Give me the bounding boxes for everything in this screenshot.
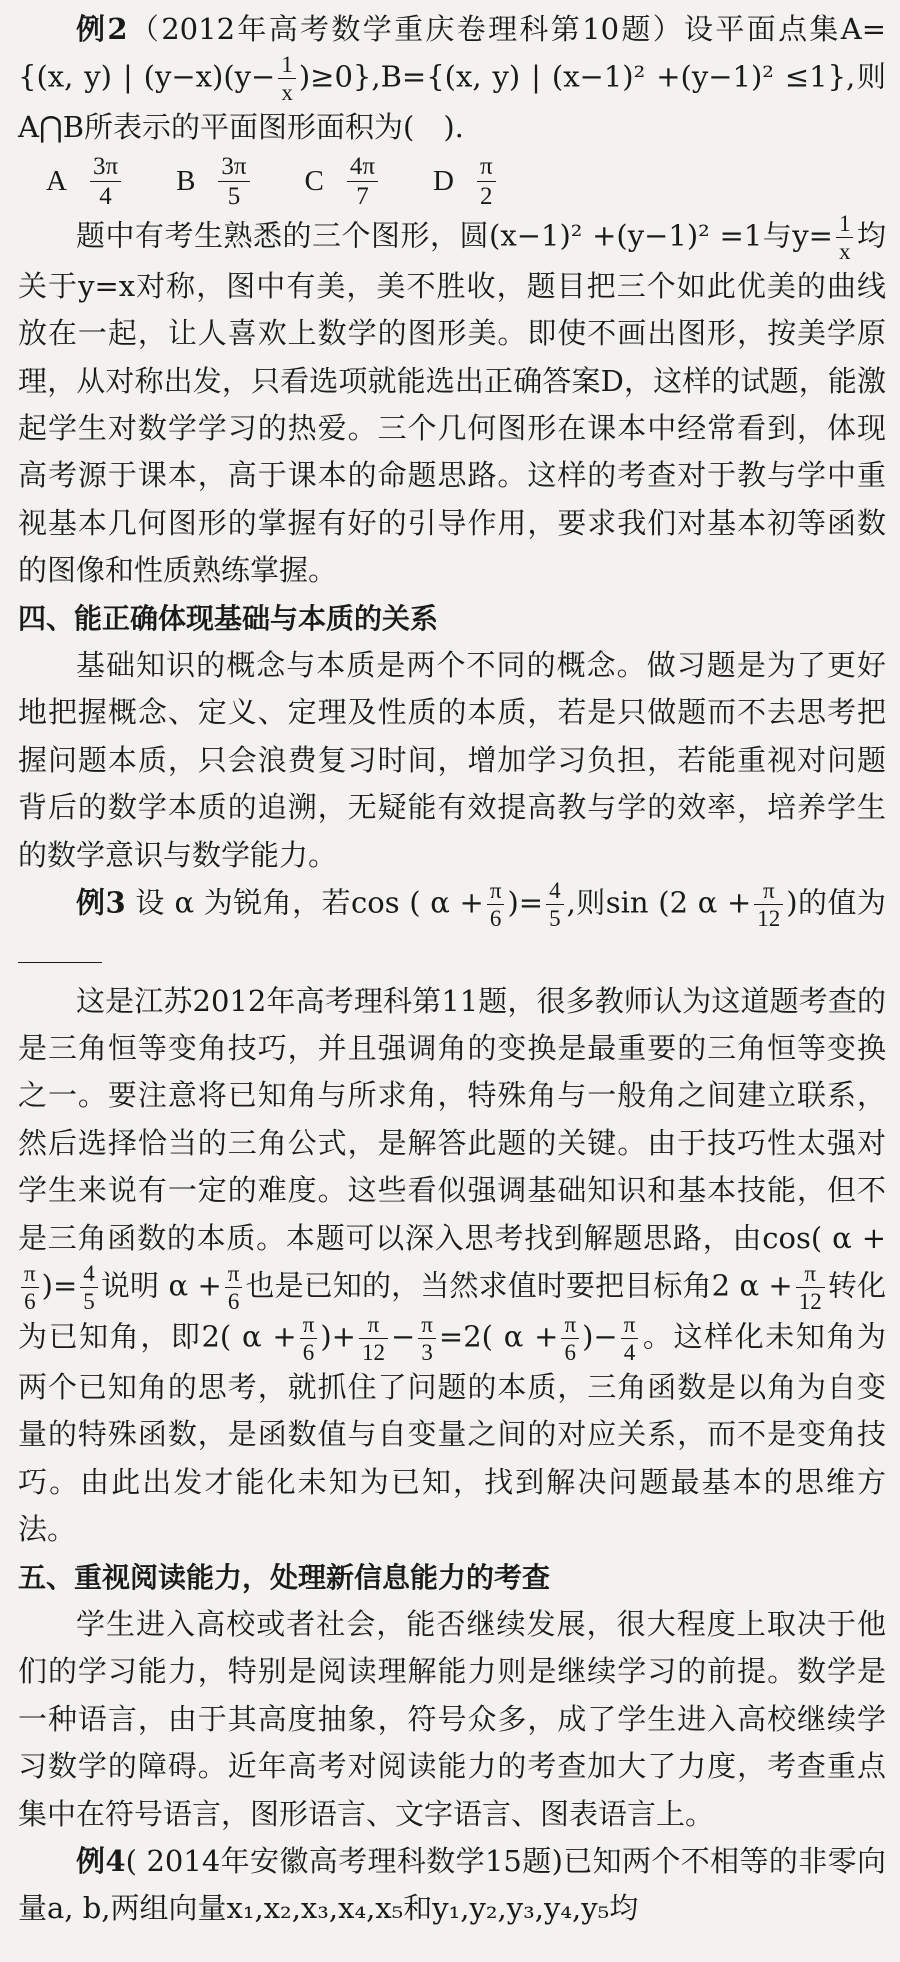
- section-5-paragraph: 学生进入高校或者社会，能否继续发展，很大程度上取决于他们的学习能力，特别是阅读理解能力则是继续学习的前提。数学是一种语言，由于其高度抽象，符号众多，成了学生进入高校继续学习数学的障碍。近年高考对阅读能力的考查加大了力度，考查重点集中在符号语言，图形语言、文字语言、图表语言上。: [18, 1606, 886, 1831]
- example-3-question: 例3 设 α 为锐角，若cos ( α + $\frac{\pi}{6}$ )= $\frac{4}{5}$ ,则sin (2 α + $\frac{\pi}{12}$ )的值为: [18, 879, 886, 977]
- example-4-question: 例4( 2014年安徽高考理科数学15题)已知两个不相等的非零向量a, b,两组向量x₁,x₂,x₃,x₄,x₅和y₁,y₂,y₃,y₄,y₅均: [18, 1844, 886, 1926]
- option-d: D $\frac{\pi}{2}$: [433, 154, 499, 209]
- fraction: $\frac{1}{x}$: [836, 212, 854, 263]
- section-5-heading: 五、重视阅读能力，处理新信息能力的考查: [18, 1560, 551, 1594]
- example-2-text-b: )≥0},B={(x, y) | (x−1)² +(y−1)² ≤1},则A⋂B所表示的平面图形面积为( ).: [18, 59, 887, 145]
- section-4-paragraph: 基础知识的概念与本质是两个不同的概念。做习题是为了更好地把握概念、定义、定理及性质的本质，若是只做题而不去思考把握问题本质，只会浪费复习时间，增加学习负担，若能重视对问题背后的数学本质的追溯，无疑能有效提高教与学的效率，培养学生的数学意识与数学能力。: [18, 648, 886, 872]
- option-c: C $\frac{4\pi}{7}$: [305, 154, 381, 209]
- discussion-paragraph-1: 题中有考生熟悉的三个图形，圆(x−1)² +(y−1)² =1与y= $\frac{1}{x}$ 均关于y=x对称，图中有美，美不胜收，题目把三个如此优美的曲线放在一起，让人喜欢上数学的图形美。即使不画出图形，按美学原理，从对称出发，只看选项就能选出正确答案D，这样的试题，能激起学生对数学学习的热爱。三个几何图形在课本中经常看到，体现高考源于课本，高于课本的命题思路。这样的考查对于教与学中重视基本几何图形的掌握有好的引导作用，要求我们对基本初等函数的图像和性质熟练掌握。: [18, 210, 886, 588]
- option-a: A $\frac{3\pi}{4}$: [46, 154, 124, 209]
- example-4-label: 例4: [76, 1844, 126, 1878]
- example-2-label: 例2: [76, 12, 128, 46]
- answer-options: [18, 152, 886, 212]
- example-2-question: [18, 6, 886, 152]
- option-b: B $\frac{3\pi}{5}$: [176, 154, 252, 209]
- section-4-heading: 四、能正确体现基础与本质的关系: [18, 601, 439, 635]
- discussion-paragraph-3: 这是江苏2012年高考理科第11题，很多教师认为这道题考查的是三角恒等变角技巧，并且强调角的变换是最重要的三角恒等变换之一。要注意将已知角与所求角，特殊角与一般角之间建立联系，然后选择恰当的三角公式，是解答此题的关键。由于技巧性太强对学生来说有一定的难度。这些看似强调基础知识和基本技能，但不是三角函数的本质。本题可以深入思考找到解题思路，由cos( α + $\frac{\pi}{6}$ )= $\frac{4}{5}$ 说明 α + $\frac{\pi}{6}$ 也是已知的，当然求值时要把目标角2 α + $\frac{\pi}{12}$ 转化为已知角，即2( α + $\frac{\pi}{6}$ )+ $\frac{\pi}{12}$ − $\frac{\pi}{3}$ =2( α + $\frac{\pi}{6}$ )− $\frac{\pi}{4}$ 。这样化未知角为两个已知角的思考，就抓住了问题的本质，三角函数是以角为自变量的特殊函数，是函数值与自变量之间的对应关系，而不是变角技巧。由此出发才能化未知为已知，找到解决问题最基本的思维方法。: [18, 983, 886, 1547]
- example-2-text-a: （2012年高考数学重庆卷理科第10题）设平面点集A={(x, y) | (y−x)(y−: [18, 12, 886, 94]
- example-3-label: 例3: [76, 885, 126, 920]
- fraction: $\frac{1}{x}$: [278, 53, 296, 104]
- answer-blank: [18, 934, 102, 963]
